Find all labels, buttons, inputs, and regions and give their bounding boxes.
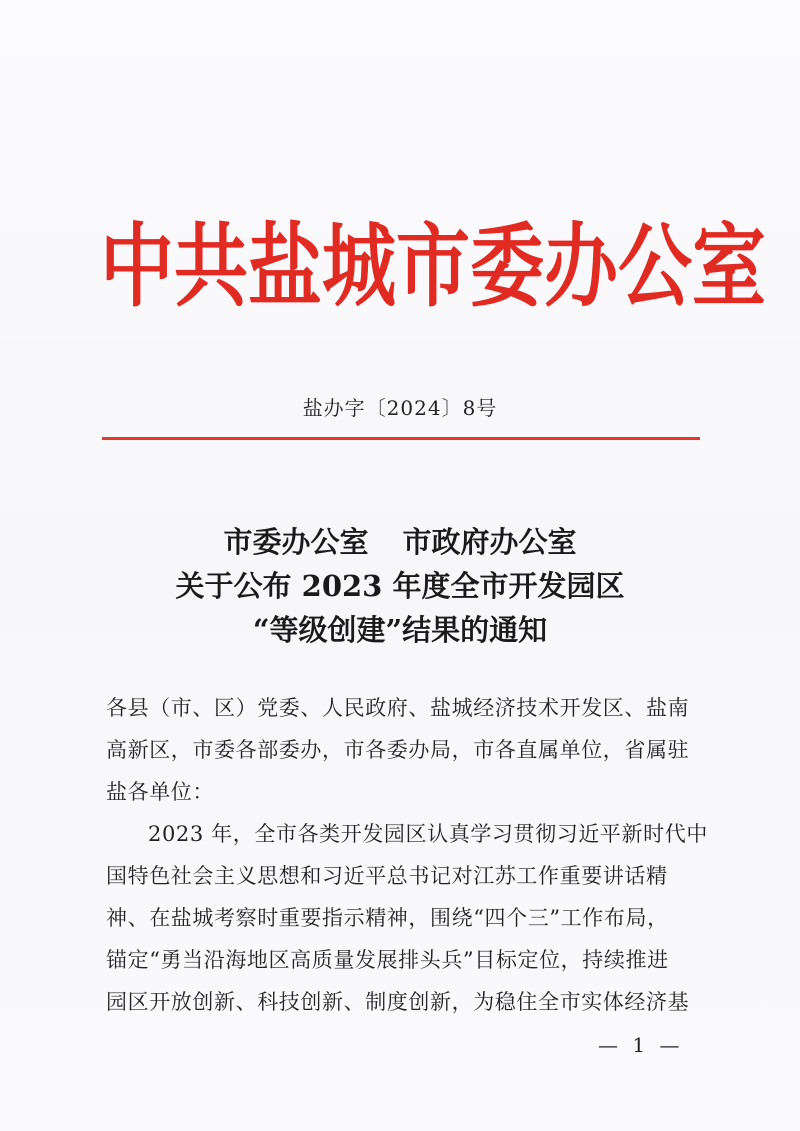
issuer-masthead: 中共盐城市委办公室 [100,214,766,320]
title-issuer-1: 市委办公室 [223,525,369,559]
red-divider-line [102,437,700,440]
title-line-3: “等级创建”结果的通知 [252,613,548,647]
document-number: 盐办字〔2024〕8号 [302,396,498,420]
body-line: 高新区，市委各部委办，市各委办局，市各直属单位，省属驻 [106,738,690,762]
body-line: 园区开放创新、科技创新、制度创新，为稳住全市实体经济基 [106,990,690,1014]
body-paragraph-start: 2023 年，全市各类开发园区认真学习贯彻习近平新时代中 [148,822,708,846]
title-line-2: 关于公布 2023 年度全市开发园区 [175,569,625,603]
body-line: 锚定“勇当沿海地区高质量发展排头兵”目标定位，持续推进 [106,948,669,972]
page-number: — 1 — [598,1033,684,1057]
body-line: 国特色社会主义思想和习近平总书记对江苏工作重要讲话精 [106,864,668,888]
body-line: 盐各单位： [106,780,214,804]
title-line-1 [100,520,700,561]
body-line: 神、在盐城考察时重要指示精神，围绕“四个三”工作布局， [106,906,669,930]
title-issuer-2: 市政府办公室 [402,525,577,559]
body-line: 各县（市、区）党委、人民政府、盐城经济技术开发区、盐南 [106,696,690,720]
